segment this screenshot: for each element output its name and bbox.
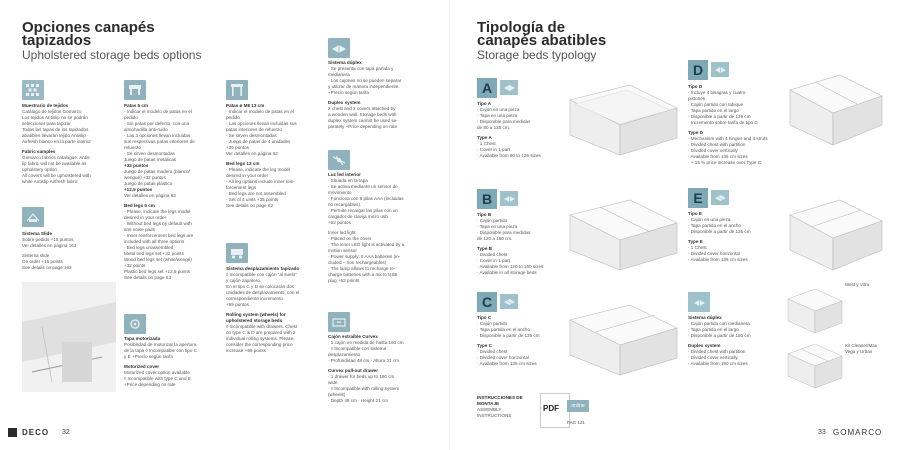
luz-heading: Luz led interior bbox=[328, 172, 361, 177]
page-number-left: 32 bbox=[62, 429, 70, 436]
col2-text bbox=[124, 103, 224, 281]
slide-system-icon bbox=[22, 207, 44, 227]
type-c-bed-illustration bbox=[565, 300, 680, 380]
footer-brand-gomarco: GOMARCO bbox=[833, 428, 883, 437]
col1-text bbox=[22, 103, 117, 185]
type-e-heading: Tipo E bbox=[688, 211, 702, 216]
type-a-en-heading: Type A bbox=[477, 135, 492, 140]
col3-text bbox=[226, 103, 326, 209]
motor-en-heading: Motorized cover bbox=[124, 364, 160, 369]
pull-out-drawer-icon bbox=[328, 312, 350, 332]
motor-text bbox=[124, 336, 224, 388]
inner-led-text: · Placed on the cover · The inner LED light is activated by a motion sensor · Power supply: 6 AAA batteries (in- cluded – non rechargeables) · The lamp allows to recharge re- charge batteries with a micro USB plug +62 points bbox=[328, 236, 405, 283]
rolling-heading: Rolling system (wheels) for upholstered storage beds bbox=[226, 312, 286, 323]
type-d-en-description: · Mechanism with 4 hinges and 4 struts · Divided chest with partition · Divided cover vertically · Available from 135 cm sizes · + 15 % price increase over Type C bbox=[688, 136, 768, 165]
type-a-badge: A bbox=[477, 78, 497, 98]
slide-order: Sobre pedido +15 puntos bbox=[22, 237, 74, 242]
led-text bbox=[328, 172, 433, 284]
juego-plastico: Juego de patas plástico bbox=[124, 181, 173, 186]
muestrario-heading: Muestrario de tejidos bbox=[22, 103, 69, 108]
type-e-en-description: · 1 Chest · Divided cover horizontal · Available from 135 cm sizes bbox=[688, 245, 748, 262]
duplex-right-heading: Sistema dúplex bbox=[688, 315, 722, 320]
rolling-text bbox=[226, 266, 331, 354]
instructions-subtext: ASSEMBLY INSTRUCTIONS bbox=[477, 407, 512, 418]
type-a-heading: Tipo A bbox=[477, 101, 492, 106]
slide-heading: Sistema Slide bbox=[22, 231, 52, 236]
duplex-text: · Se presenta con tapa partida y medianera · Los cajones no se pueden separar y utilizar de manera independiente. +Precio según tarifa bbox=[328, 66, 402, 95]
instructions-text bbox=[477, 395, 537, 419]
right-title-line1: Tipología de bbox=[477, 19, 566, 36]
duplex-system-icon bbox=[328, 38, 350, 58]
type-c-badge: C bbox=[477, 292, 497, 312]
type-d-en-heading: Type D bbox=[688, 130, 703, 135]
patas13-text: · Indicar el modelo de patas en el pedido · Las opciones llevan incluidas sus patas interiores de refuerzo · Se sirven desmontadas · Juego de patas de 4 unidades +35 puntos Ver detalles en página 62 bbox=[226, 109, 297, 156]
instructions-heading: INSTRUCCIONES DE MONTAJE bbox=[477, 395, 523, 406]
left-title-line1: Opciones canapés bbox=[22, 19, 155, 36]
motor-en-description: Motorized cover option available ◊ Incompatible with type C and E +Price depending on rate bbox=[124, 370, 191, 387]
duplex-right-en-description: · Divided chest with partition · Divided cover vertically · Available from 180 cm sizes bbox=[688, 349, 748, 366]
type-e-en-heading: Type E bbox=[688, 239, 703, 244]
slide-en-heading: Sistema slide bbox=[22, 253, 50, 258]
slide-text bbox=[22, 231, 117, 271]
duplex-en-text: 2 chest and 2 covers attached by a wooden wall. Storage beds with duplex system cannot be used se- parately +Price depending on rate bbox=[328, 106, 398, 129]
juego-madera: Juego de patas madera (blanco/ wengué) +32 puntos bbox=[124, 169, 190, 180]
type-d-badge: D bbox=[688, 60, 708, 80]
led-light-icon bbox=[328, 150, 350, 170]
type-b-description: · Cajón partido · Tapa en una pieza · Disponible para medidas de 120 a 160 cm. bbox=[477, 218, 531, 241]
muestrario-text: Catálogo de tejidos Gomarco Los tejidos Antislip no se podrán seleccionar para tapizar Todas las tapas de los tapizados abatibles llevarán tejido Antislip Airfresh blanco en la parte interior bbox=[22, 109, 91, 144]
type-b-en-heading: Type B bbox=[477, 246, 492, 251]
type-d-heading: Tipo D bbox=[688, 84, 703, 89]
duplex-cleaner-illustration bbox=[785, 340, 845, 390]
slide-system-illustration bbox=[22, 282, 116, 392]
patas13-heading: Patas ø M8 13 cm bbox=[226, 103, 265, 108]
type-a-en-description: · 1 Chest · Cover in 1 part · Available from 80 to 135 sizes bbox=[477, 141, 541, 158]
left-title-line2: tapizados bbox=[22, 32, 92, 49]
legs13-heading: Bed legs 13 cm bbox=[226, 161, 260, 166]
col4-text bbox=[328, 60, 433, 130]
type-c-en-description: · Divided chest · Divided cover horizontal · Available from 135 cm sizes bbox=[477, 349, 537, 366]
drawer-text bbox=[328, 334, 433, 404]
type-e-chest-icon bbox=[711, 190, 729, 205]
motor-heading: Tapa motorizada bbox=[124, 336, 161, 341]
deco-logo-mark bbox=[8, 428, 17, 437]
motorized-cover-icon bbox=[124, 314, 146, 334]
type-a-description: · Cajón en una pieza · Tapa en una pieza · Disponible para medidas de 80 a 135 cm. bbox=[477, 107, 531, 130]
type-e-text bbox=[688, 211, 788, 263]
points-32-metal: +32 puntos bbox=[124, 163, 149, 168]
type-e-bed-illustration bbox=[785, 195, 885, 275]
type-c-heading: Tipo C bbox=[477, 315, 492, 320]
desplazamiento-text: ◊ Incompatible con cajón “al suelo” y cajón zapatero. En el tipo C y D se colocarán dos unidades de desplazamiento, con el correspondiente incremento. +99 puntos bbox=[226, 272, 300, 307]
bed-leg-5cm-icon bbox=[124, 80, 146, 100]
curvex-heading: Curvex pull-out drawer bbox=[328, 368, 379, 373]
duplex-right-text bbox=[688, 315, 793, 367]
right-title-line2: canapés abatibles bbox=[477, 32, 607, 49]
juego-metalicas: Juego de patas metálicas bbox=[124, 157, 177, 162]
slide-page: Ver detalles en página 163 bbox=[22, 243, 77, 248]
legs5-text: · Please, indicate the legs model desired in your order · Without bed legs by default with anti noise pads · Inner reinforcement bed legs are included with all three options · Bed legs unassembled Metal bed legs set +32 points Wood bed legs set (white/wengé) +32 points Plastic bed legs set +12,5 points See details on page 63 bbox=[124, 209, 194, 280]
type-d-chest-icon bbox=[711, 62, 729, 77]
motor-description: Posibilidad de motorizar la apertura de la tapa ◊ Incompatible con tipo C y E +Precio según tarifa bbox=[124, 342, 198, 359]
type-c-text bbox=[477, 315, 562, 367]
caption-west-vitra: West y Vitra bbox=[845, 282, 870, 287]
duplex-en-heading: Duplex system bbox=[328, 100, 361, 105]
cajon-text: · 1 cajón en medida de hasta 160 cm · ◊ Incompatible con sistema desplazamiento · Profundidad 48 cm · Altura 21 cm bbox=[328, 340, 404, 363]
pdf-label: PDF bbox=[543, 404, 559, 413]
duplex-chest-icon bbox=[688, 292, 710, 312]
legs13-text: · Please, indicate the leg model desired in your order · All leg options include inner rein- forcement legs · Bed legs are not assembled · Set of 4 units +35 points See details on page 62 bbox=[226, 167, 295, 208]
right-subtitle: Storage beds typology bbox=[477, 48, 597, 62]
slide-en-page: See details on page 163 bbox=[22, 265, 72, 270]
type-d-bed-illustration bbox=[785, 70, 885, 150]
cajon-heading: Cajón extraíble Curvex bbox=[328, 334, 378, 339]
page-divider bbox=[449, 0, 450, 450]
duplex-west-illustration bbox=[785, 285, 845, 335]
type-c-chest-icon bbox=[500, 294, 518, 309]
points-12-plastic: +12,5 puntos bbox=[124, 187, 153, 192]
see-page-63: Ver detalles en página 63 bbox=[124, 193, 176, 198]
rolling-description: ◊ Incompatible with drawers. Chest on type C & D are prepared with 2 individual rolling systems. Please, consider the corresponding price increase +99 points bbox=[226, 324, 298, 353]
type-a-chest-icon bbox=[500, 80, 518, 95]
fabric-samples-heading: Fabric samples bbox=[22, 149, 56, 154]
desplazamiento-heading: Sistema desplazamiento tapizado bbox=[226, 266, 300, 271]
footer-brand-deco: DECO bbox=[22, 428, 50, 437]
type-e-description: · Cajón en una pieza · Tapa partida en el ancho · Disponible a partir de 135 cm bbox=[688, 217, 751, 234]
type-b-chest-icon bbox=[500, 191, 518, 206]
type-e-badge: E bbox=[688, 188, 708, 208]
luz-text: · Situada en la tapa · Se activa mediante un sensor de movimiento · Funciona con 6 pilas AAA (incluidas no recargables). · Permite recargar las pilas con un cargador de clavija micro usb +62 puntos bbox=[328, 178, 404, 225]
left-subtitle: Upholstered storage beds options bbox=[22, 48, 202, 62]
type-d-text bbox=[688, 84, 788, 166]
rolling-system-icon bbox=[226, 243, 248, 263]
pdf-document-icon[interactable] bbox=[540, 393, 570, 428]
page-number-right: 33 bbox=[818, 429, 826, 436]
type-d-description: · Incluye 4 bisagras y cuatro pistones · Cajón partido con tabique · Tapa partida en el largo · Disponible a partir de 135 cm · Incremento sobre tarifa de tipo C bbox=[688, 90, 758, 125]
legs5-heading: Bed legs 5 cm bbox=[124, 203, 155, 208]
type-a-bed-illustration bbox=[565, 80, 680, 160]
duplex-heading: Sistema dúplex bbox=[328, 60, 362, 65]
type-b-text bbox=[477, 212, 562, 276]
type-a-text bbox=[477, 101, 562, 159]
fabric-sample-icon bbox=[22, 80, 44, 100]
duplex-right-description: · Cajón partido con medianera · Tapa partida en el largo · Disponible a partir de 180 cm bbox=[688, 321, 751, 338]
online-badge: online bbox=[567, 400, 589, 412]
fabric-samples-text: Gomarco fabrics catalogue. Antis- lip fabric will not be available as upholstery option All covers will be upholstered with white Antislip Airfresh fabric bbox=[22, 155, 91, 184]
type-c-description: · Cajón partido · Tapa partida en el ancho · Disponible a partir de 135 cm bbox=[477, 321, 540, 338]
patas5-heading: Patas 5 cm bbox=[124, 103, 149, 108]
type-b-heading: Tipo B bbox=[477, 212, 492, 217]
inner-led-heading: Inner led light bbox=[328, 230, 356, 235]
curvex-text: · 1 drawer for beds up to 160 cm wide · ◊ Incompatible with rolling system (wheels) · Depth 48 cm · Height 21 cm bbox=[328, 374, 400, 403]
type-b-en-description: · Divided chest · Cover in 1 part · Available from 120 to 160 sizes · Available in all storage beds bbox=[477, 252, 544, 275]
type-b-badge: B bbox=[477, 189, 497, 209]
slide-en-order: On order +15 points bbox=[22, 259, 63, 264]
caption-kit-cleaner: Kit Cleaner/Max Vega y Urban bbox=[845, 343, 878, 354]
pdf-page-ref: PAG 131 bbox=[567, 420, 585, 425]
bed-leg-13cm-icon bbox=[226, 80, 248, 100]
type-c-en-heading: Type C bbox=[477, 343, 492, 348]
duplex-right-en-heading: Duplex system bbox=[688, 343, 721, 348]
patas5-text: · Indicar el modelo de patas en el pedido · Sin patas por defecto, con una almohadilla anti-ruido · Las 3 opciones llevan incluidas sus respectivas patas interiores de refuerzo · Se sirven desmontadas bbox=[124, 109, 195, 156]
type-b-bed-illustration bbox=[565, 195, 680, 275]
